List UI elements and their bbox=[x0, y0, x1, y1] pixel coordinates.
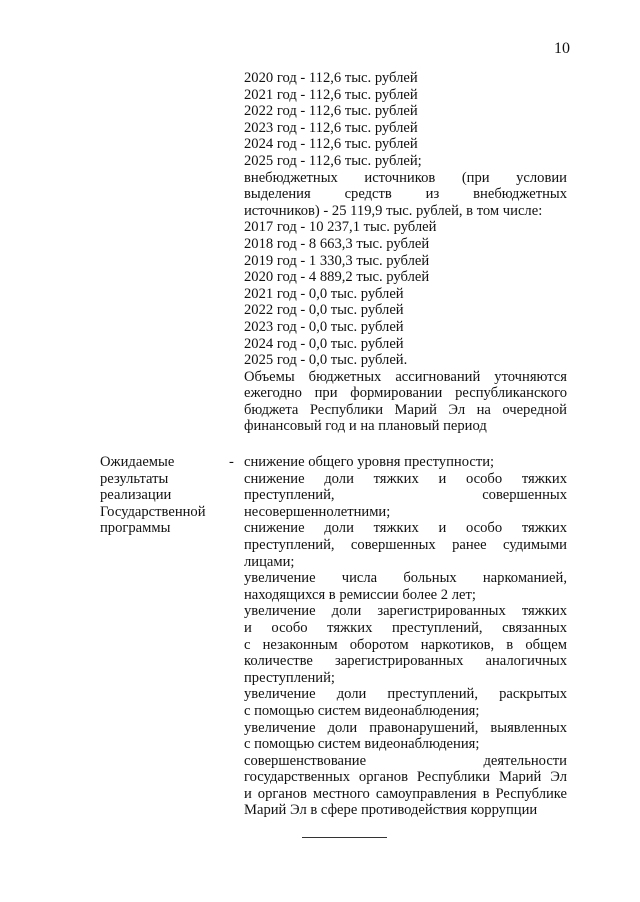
results-list bbox=[244, 454, 567, 819]
result-line: снижение доли тяжких и особо тяжких bbox=[244, 520, 567, 537]
result-line: совершенствование деятельности bbox=[244, 752, 567, 769]
result-line: преступлений, совершенных bbox=[244, 487, 567, 504]
result-line: снижение доли тяжких и особо тяжких bbox=[244, 470, 567, 487]
result-line: несовершеннолетними; bbox=[244, 503, 391, 520]
note-line: ежегодно при формировании республиканского bbox=[244, 385, 567, 402]
result-line: и особо тяжких преступлений, связанных bbox=[244, 619, 567, 636]
results-label-line: Государственной bbox=[100, 503, 206, 520]
extra-budget-line: источников) - 25 119,9 тыс. рублей, в том числе: bbox=[244, 202, 543, 219]
funding-line: 2023 год - 0,0 тыс. рублей bbox=[244, 318, 404, 335]
results-label bbox=[100, 454, 240, 537]
funding-line: 2024 год - 112,6 тыс. рублей bbox=[244, 136, 418, 153]
funding-line: 2017 год - 10 237,1 тыс. рублей bbox=[244, 219, 437, 236]
results-label-line: результаты bbox=[100, 470, 169, 487]
extra-budget-line: выделения средств из внебюджетных bbox=[244, 186, 567, 203]
result-line: Марий Эл в сфере противодействия коррупции bbox=[244, 802, 538, 819]
funding-line: 2025 год - 0,0 тыс. рублей. bbox=[244, 352, 408, 369]
funding-line: 2021 год - 0,0 тыс. рублей bbox=[244, 285, 404, 302]
funding-line: 2022 год - 0,0 тыс. рублей bbox=[244, 302, 404, 319]
result-line: с незаконным оборотом наркотиков, в общем bbox=[244, 636, 567, 653]
result-line: находящихся в ремиссии более 2 лет; bbox=[244, 586, 476, 603]
note-line: финансовый год и на плановый период bbox=[244, 418, 487, 435]
result-line: и органов местного самоуправления в Республике bbox=[244, 785, 567, 802]
separator-dash: - bbox=[229, 454, 234, 470]
funding-line: 2024 год - 0,0 тыс. рублей bbox=[244, 335, 404, 352]
results-label-line: реализации bbox=[100, 487, 172, 504]
extra-budget-line: внебюджетных источников (при условии bbox=[244, 169, 567, 186]
funding-line: 2022 год - 112,6 тыс. рублей bbox=[244, 103, 418, 120]
funding-line: 2018 год - 8 663,3 тыс. рублей bbox=[244, 235, 430, 252]
results-label-line: Ожидаемые bbox=[100, 454, 175, 470]
result-line: лицами; bbox=[244, 553, 295, 570]
note-line: Объемы бюджетных ассигнований уточняются bbox=[244, 368, 567, 385]
result-line: количестве зарегистрированных аналогичных bbox=[244, 653, 567, 670]
results-label-line: программы bbox=[100, 520, 171, 537]
funding-line: 2025 год - 112,6 тыс. рублей; bbox=[244, 152, 422, 169]
funding-line: 2019 год - 1 330,3 тыс. рублей bbox=[244, 252, 430, 269]
funding-line: 2021 год - 112,6 тыс. рублей bbox=[244, 86, 418, 103]
result-line: с помощью систем видеонаблюдения; bbox=[244, 702, 480, 719]
footer-rule bbox=[302, 837, 387, 838]
result-line: увеличение доли преступлений, раскрытых bbox=[244, 686, 567, 703]
result-line: государственных органов Республики Марий Эл bbox=[244, 769, 567, 786]
page-number: 10 bbox=[554, 40, 570, 57]
result-line: преступлений; bbox=[244, 669, 335, 686]
result-line: снижение общего уровня преступности; bbox=[244, 454, 495, 470]
result-line: увеличение числа больных наркоманией, bbox=[244, 570, 567, 587]
funding-line: 2020 год - 112,6 тыс. рублей bbox=[244, 70, 418, 86]
result-line: увеличение доли зарегистрированных тяжких bbox=[244, 603, 567, 620]
note-line: бюджета Республики Марий Эл на очередной bbox=[244, 401, 567, 418]
funding-line: 2020 год - 4 889,2 тыс. рублей bbox=[244, 269, 430, 286]
funding-line: 2023 год - 112,6 тыс. рублей bbox=[244, 119, 418, 136]
result-line: с помощью систем видеонаблюдения; bbox=[244, 736, 480, 753]
result-line: увеличение доли правонарушений, выявленных bbox=[244, 719, 567, 736]
result-line: преступлений, совершенных ранее судимыми bbox=[244, 536, 567, 553]
funding-block bbox=[244, 70, 567, 435]
